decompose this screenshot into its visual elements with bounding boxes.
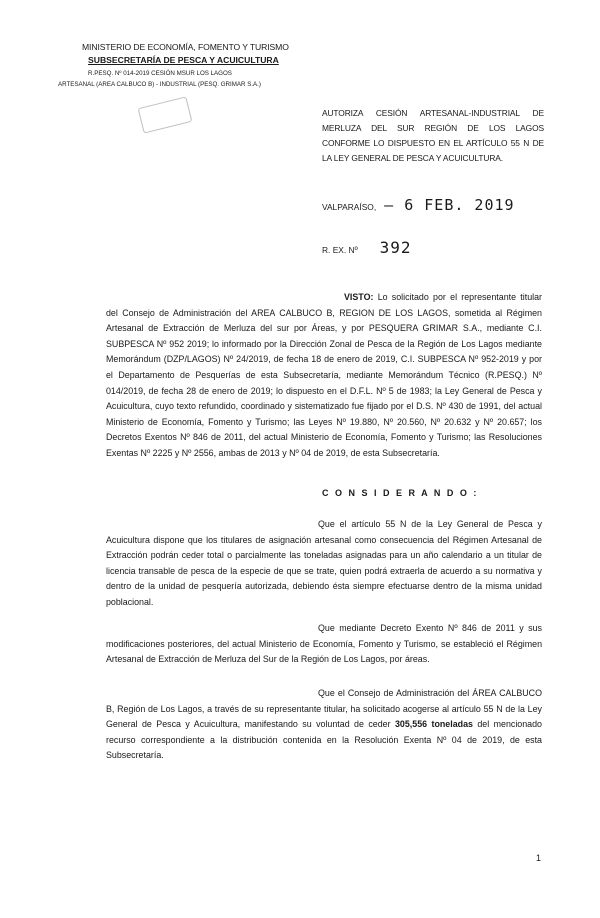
resolution-label: R. EX. Nº <box>322 245 358 255</box>
visto-paragraph <box>106 290 542 462</box>
considerando-paragraph-2: Que mediante Decreto Exento Nº 846 de 2011 y sus modificaciones posteriores, del actual Ministerio de Economía, Fomento y Turismo, se estableció el Régimen Artesanal de Extracción de Merluza del Sur de la Región de Los Lagos, por áreas. <box>106 623 542 665</box>
office-stamp <box>138 96 193 133</box>
considerando-paragraph-1: Que el artículo 55 N de la Ley General de Pesca y Acuicultura dispone que los titulares de asignación artesanal como consecuencia del Régimen Artesanal de Extracción podrán ceder total o parcialmente las toneladas asignadas para un año calendario a un titular de licencia transable de pesca de la especie de que se trate, quien podrá extraerla de acuerdo a su normativa y dentro de la unidad de pesquería autorizada, debiendo ésta siempre efectuarse dentro de la misma unidad poblacional. <box>106 519 542 607</box>
visto-label: VISTO: <box>344 292 374 302</box>
resolution-number: 392 <box>379 238 412 257</box>
paragraph-3-text-end: del mencionado recurso correspondiente a la distribución contenida en la Resolución Exenta Nº 04 de 2019, de esta Subsecretaría. <box>106 719 542 761</box>
reference-line-1: R.PESQ. Nº 014-2019 CESIÓN MSUR LOS LAGOS <box>88 70 232 77</box>
resolution-date: – 6 FEB. 2019 <box>384 196 515 214</box>
visto-text: Lo solicitado por el representante titular del Consejo de Administración del AREA CALBUCO B, REGION DE LOS LAGOS, sometida al Régimen Artesanal de Extracción de Merluza del sur por Áreas, y por PESQUERA GRIMAR S.A., mediante C.I. SUBPESCA Nº 952 2019; lo informado por la Dirección Zonal de Pesca de la Región de Los Lagos mediante Memorándum (DZP/LAGOS) Nº 24/2019, de fecha 18 de enero de 2019, C.I. SUBPESCA Nº 952-2019 y por el Departamento de Pesquerías de esta Subsecretaría, mediante Memorándum Técnico (R.PESQ.) Nº 014/2019, de fecha 28 de enero de 2019; lo dispuesto en el D.F.L. Nº 5 de 1983; la Ley General de Pesca y Acuicultura, cuyo texto refundido, coordinado y sistematizado fue fijado por el D.S. Nº 430 de 1991, del actual Ministerio de Economía, Fomento y Turismo; las Leyes Nº 19.880, Nº 20.560, Nº 20.632 y Nº 20.657; los Decretos Exentos Nº 846 de 2011, del actual Ministerio de Economía, Fomento y Turismo; las Resoluciones Exentas Nº 2225 y Nº 2556, ambas de 2013 y Nº 04 de 2019, de esta Subsecretaría. <box>106 292 542 458</box>
tonnage-amount: 305,556 toneladas <box>395 719 473 730</box>
page-number: 1 <box>536 853 542 863</box>
paragraph-3-text-start: Que el Consejo de Administración del ÁREA CALBUCO B, Región de Los Lagos, a través de su representante titular, ha solicitado acogerse al artículo 55 N de la Ley General de Pesca y Acuicultura, manifestando su voluntad de ceder <box>106 688 542 730</box>
place-label: VALPARAÍSO, <box>322 202 377 212</box>
considerando-heading: C O N S I D E R A N D O : <box>322 488 479 498</box>
reference-line-2: ARTESANAL (AREA CALBUCO B) - INDUSTRIAL (PESQ. GRIMAR S.A.) <box>58 81 261 88</box>
ministry-header: MINISTERIO DE ECONOMÍA, FOMENTO Y TURISMO <box>82 42 289 52</box>
considerando-paragraph-3 <box>106 686 542 764</box>
place-date-line <box>322 196 515 214</box>
resolution-subject: AUTORIZA CESIÓN ARTESANAL-INDUSTRIAL DE MERLUZA DEL SUR REGIÓN DE LOS LAGOS CONFORME LO DISPUESTO EN EL ARTÍCULO 55 N DE LA LEY GENERAL DE PESCA Y ACUICULTURA. <box>322 108 544 163</box>
resolution-number-line <box>322 238 412 257</box>
subsecretaria-header: SUBSECRETARÍA DE PESCA Y ACUICULTURA <box>88 55 279 65</box>
